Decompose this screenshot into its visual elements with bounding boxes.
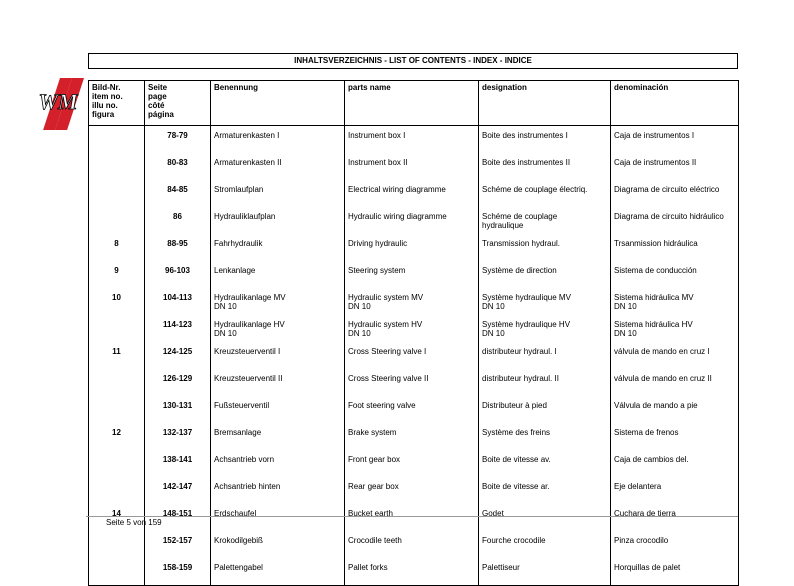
figure-number-cell: 10 — [89, 288, 145, 315]
figure-number-cell — [89, 153, 145, 180]
german-name-cell: Kreuzsteuerventil I — [211, 342, 345, 369]
figure-number-cell: 12 — [89, 423, 145, 450]
col-header-figure: Bild-Nr. item no. illu no. figura — [89, 81, 145, 126]
english-name-cell: Driving hydraulic — [345, 234, 479, 261]
english-name-cell: Cross Steering valve I — [345, 342, 479, 369]
french-name-cell: Boite de vitesse ar. — [479, 477, 611, 504]
page-range-cell: 148-151 — [145, 504, 211, 531]
page-range-cell: 80-83 — [145, 153, 211, 180]
french-name-cell: Système hydraulique MV DN 10 — [479, 288, 611, 315]
contents-title: INHALTSVERZEICHNIS - LIST OF CONTENTS - INDEX - INDICE — [88, 53, 738, 69]
table-row — [89, 288, 739, 315]
table-header-row — [89, 81, 739, 126]
table-row — [89, 369, 739, 396]
german-name-cell: Achsantrieb hinten — [211, 477, 345, 504]
spanish-name-cell: Válvula de mando a pie — [611, 396, 739, 423]
english-name-cell: Electrical wiring diagramme — [345, 180, 479, 207]
spanish-name-cell: válvula de mando en cruz II — [611, 369, 739, 396]
contents-table — [88, 80, 739, 586]
english-name-cell: Brake system — [345, 423, 479, 450]
german-name-cell: Hydraulikanlage MV DN 10 — [211, 288, 345, 315]
page-range-cell: 88-95 — [145, 234, 211, 261]
german-name-cell: Fahrhydraulik — [211, 234, 345, 261]
spanish-name-cell: Diagrama de circuito hidráulico — [611, 207, 739, 234]
table-row — [89, 342, 739, 369]
german-name-cell: Stromlaufplan — [211, 180, 345, 207]
french-name-cell: distributeur hydraul. I — [479, 342, 611, 369]
french-name-cell: Schéme de couplage hydraulique — [479, 207, 611, 234]
figure-number-cell — [89, 369, 145, 396]
table-row — [89, 558, 739, 586]
figure-number-cell: 14 — [89, 504, 145, 531]
french-name-cell: Système des freins — [479, 423, 611, 450]
french-name-cell: distributeur hydraul. II — [479, 369, 611, 396]
spanish-name-cell: Trsanmission hidráulica — [611, 234, 739, 261]
figure-number-cell — [89, 315, 145, 342]
english-name-cell: Foot steering valve — [345, 396, 479, 423]
figure-number-cell — [89, 180, 145, 207]
spanish-name-cell: Cuchara de tierra — [611, 504, 739, 531]
table-row — [89, 153, 739, 180]
table-row — [89, 126, 739, 154]
french-name-cell: Fourche crocodile — [479, 531, 611, 558]
french-name-cell: Distributeur à pied — [479, 396, 611, 423]
spanish-name-cell: Diagrama de circuito eléctrico — [611, 180, 739, 207]
page-range-cell: 78-79 — [145, 126, 211, 154]
french-name-cell: Schéme de couplage électriq. — [479, 180, 611, 207]
french-name-cell: Godet — [479, 504, 611, 531]
page-range-cell: 86 — [145, 207, 211, 234]
spanish-name-cell: Sistema de frenos — [611, 423, 739, 450]
page-range-cell: 142-147 — [145, 477, 211, 504]
page-range-cell: 84-85 — [145, 180, 211, 207]
page-range-cell: 158-159 — [145, 558, 211, 586]
page-range-cell: 152-157 — [145, 531, 211, 558]
french-name-cell: Transmission hydraul. — [479, 234, 611, 261]
figure-number-cell: 9 — [89, 261, 145, 288]
spanish-name-cell: Sistema de conducción — [611, 261, 739, 288]
english-name-cell: Pallet forks — [345, 558, 479, 586]
spanish-name-cell: Sistema hidráulica HV DN 10 — [611, 315, 739, 342]
page-number: Seite 5 von 159 — [106, 518, 162, 527]
table-row — [89, 531, 739, 558]
table-row — [89, 261, 739, 288]
table-row — [89, 180, 739, 207]
page-range-cell: 114-123 — [145, 315, 211, 342]
figure-number-cell — [89, 126, 145, 154]
german-name-cell: Armaturenkasten II — [211, 153, 345, 180]
german-name-cell: Kreuzsteuerventil II — [211, 369, 345, 396]
wm-logo — [32, 78, 84, 130]
french-name-cell: Système de direction — [479, 261, 611, 288]
spanish-name-cell: Pinza crocodilo — [611, 531, 739, 558]
figure-number-cell — [89, 207, 145, 234]
spanish-name-cell: Horquillas de palet — [611, 558, 739, 586]
page-range-cell: 138-141 — [145, 450, 211, 477]
spanish-name-cell: Caja de cambios del. — [611, 450, 739, 477]
french-name-cell: Boite des instrumentes II — [479, 153, 611, 180]
english-name-cell: Hydraulic system HV DN 10 — [345, 315, 479, 342]
figure-number-cell — [89, 531, 145, 558]
col-header-parts-name: parts name — [345, 81, 479, 126]
spanish-name-cell: válvula de mando en cruz I — [611, 342, 739, 369]
english-name-cell: Rear gear box — [345, 477, 479, 504]
table-row — [89, 477, 739, 504]
english-name-cell: Hydraulic system MV DN 10 — [345, 288, 479, 315]
french-name-cell: Boite des instrumentes I — [479, 126, 611, 154]
figure-number-cell — [89, 477, 145, 504]
german-name-cell: Fußsteuerventil — [211, 396, 345, 423]
spanish-name-cell: Eje delantera — [611, 477, 739, 504]
table-row — [89, 450, 739, 477]
page-range-cell: 104-113 — [145, 288, 211, 315]
page-range-cell: 132-137 — [145, 423, 211, 450]
english-name-cell: Hydraulic wiring diagramme — [345, 207, 479, 234]
german-name-cell: Bremsanlage — [211, 423, 345, 450]
col-header-page: Seite page côté página — [145, 81, 211, 126]
page-range-cell: 124-125 — [145, 342, 211, 369]
figure-number-cell — [89, 396, 145, 423]
svg-text:WM: WM — [38, 89, 78, 114]
english-name-cell: Instrument box II — [345, 153, 479, 180]
table-row — [89, 423, 739, 450]
german-name-cell: Krokodilgebiß — [211, 531, 345, 558]
german-name-cell: Hydrauliklaufplan — [211, 207, 345, 234]
german-name-cell: Armaturenkasten I — [211, 126, 345, 154]
figure-number-cell: 11 — [89, 342, 145, 369]
english-name-cell: Bucket earth — [345, 504, 479, 531]
footer-rule — [86, 516, 738, 517]
german-name-cell: Palettengabel — [211, 558, 345, 586]
english-name-cell: Cross Steering valve II — [345, 369, 479, 396]
french-name-cell: Palettiseur — [479, 558, 611, 586]
table-row — [89, 504, 739, 531]
spanish-name-cell: Sistema hidráulica MV DN 10 — [611, 288, 739, 315]
english-name-cell: Crocodile teeth — [345, 531, 479, 558]
table-row — [89, 396, 739, 423]
figure-number-cell: 8 — [89, 234, 145, 261]
table-row — [89, 234, 739, 261]
figure-number-cell — [89, 450, 145, 477]
spanish-name-cell: Caja de instrumentos I — [611, 126, 739, 154]
table-row — [89, 315, 739, 342]
spanish-name-cell: Caja de instrumentos II — [611, 153, 739, 180]
german-name-cell: Achsantrieb vorn — [211, 450, 345, 477]
german-name-cell: Hydraulikanlage HV DN 10 — [211, 315, 345, 342]
french-name-cell: Boite de vitesse av. — [479, 450, 611, 477]
german-name-cell: Erdschaufel — [211, 504, 345, 531]
english-name-cell: Steering system — [345, 261, 479, 288]
col-header-designation: designation — [479, 81, 611, 126]
col-header-benennung: Benennung — [211, 81, 345, 126]
table-row — [89, 207, 739, 234]
french-name-cell: Système hydraulique HV DN 10 — [479, 315, 611, 342]
figure-number-cell — [89, 558, 145, 586]
page-range-cell: 96-103 — [145, 261, 211, 288]
english-name-cell: Front gear box — [345, 450, 479, 477]
english-name-cell: Instrument box I — [345, 126, 479, 154]
page-range-cell: 130-131 — [145, 396, 211, 423]
col-header-denominacion: denominación — [611, 81, 739, 126]
page-range-cell: 126-129 — [145, 369, 211, 396]
german-name-cell: Lenkanlage — [211, 261, 345, 288]
